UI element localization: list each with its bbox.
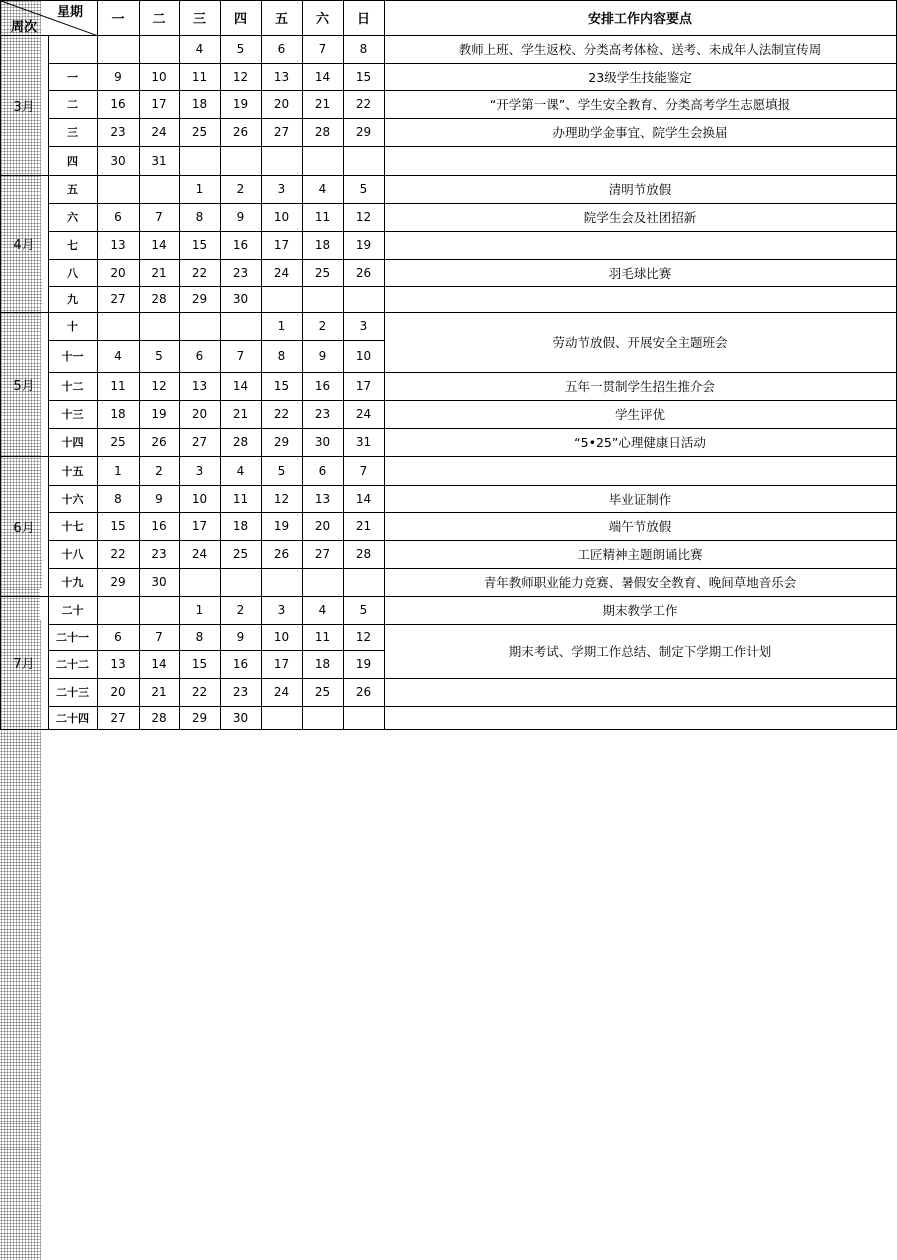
task-cell: 羽毛球比赛 [608, 265, 672, 281]
date-cell: 21 [151, 265, 167, 280]
date-cell [179, 568, 220, 596]
task-cell: 劳动节放假、开展安全主题班会 [552, 335, 728, 350]
date-cell: 31 [151, 153, 167, 168]
task-cell: 清明节放假 [608, 182, 672, 197]
date-cell: 29 [355, 125, 372, 139]
date-cell: 5 [277, 463, 286, 478]
holiday-shade [0, 846, 41, 873]
date-cell: 6 [195, 349, 204, 363]
date-cell: 21 [314, 97, 331, 111]
date-cell: 26 [151, 435, 167, 449]
date-cell: 8 [114, 491, 122, 506]
grid-line [0, 0, 1, 729]
date-cell: 6 [114, 210, 122, 224]
date-cell [220, 568, 261, 596]
grid-line [0, 0, 897, 1]
holiday-shade [0, 732, 41, 760]
date-cell: 25 [110, 435, 126, 449]
date-cell [343, 568, 384, 596]
date-cell [261, 706, 302, 729]
week-number: 十一 [61, 350, 84, 363]
date-cell: 27 [314, 547, 331, 561]
date-cell: 7 [155, 630, 163, 644]
date-cell [139, 312, 179, 340]
date-cell: 30 [151, 575, 167, 589]
task-cell: 青年教师职业能力竞赛、暑假安全教育、晚间草地音乐会 [483, 575, 797, 590]
date-cell [179, 146, 220, 175]
holiday-shade [0, 873, 41, 900]
task-cell: 毕业证制作 [608, 491, 672, 507]
date-cell: 1 [277, 319, 286, 333]
date-cell: 13 [314, 491, 331, 506]
date-cell: 18 [232, 519, 249, 533]
date-cell: 18 [191, 97, 208, 111]
date-cell: 24 [355, 407, 372, 421]
date-cell: 10 [273, 630, 290, 644]
grid-line [0, 596, 897, 597]
date-cell [97, 35, 139, 63]
date-cell: 27 [110, 292, 126, 306]
holiday-shade [0, 1176, 41, 1204]
date-cell: 7 [236, 349, 245, 363]
date-cell: 17 [355, 379, 372, 393]
holiday-shade [0, 956, 41, 984]
date-cell: 23 [151, 547, 167, 561]
grid-line [343, 0, 344, 729]
week-number: 四 [67, 154, 78, 168]
date-cell: 24 [273, 265, 290, 280]
date-cell: 12 [273, 491, 290, 506]
date-cell: 21 [355, 519, 372, 533]
date-cell: 17 [273, 238, 290, 252]
date-cell: 11 [110, 379, 126, 393]
task-cell [384, 231, 896, 259]
date-cell [97, 175, 139, 203]
date-cell: 24 [191, 547, 208, 561]
date-cell: 28 [151, 710, 167, 725]
holiday-shade [0, 1122, 41, 1148]
weekday-header: 三 [192, 12, 206, 27]
date-cell: 11 [191, 69, 208, 84]
grid-line [0, 35, 897, 36]
grid-line [48, 372, 897, 373]
date-cell: 9 [318, 349, 327, 363]
grid-line [48, 35, 49, 729]
date-cell: 19 [355, 657, 372, 671]
date-cell: 21 [151, 685, 167, 699]
date-cell [343, 146, 384, 175]
date-cell: 20 [110, 685, 126, 699]
task-cell: 23级学生技能鉴定 [588, 69, 692, 85]
holiday-shade [0, 788, 41, 817]
week-number: 十四 [61, 436, 84, 449]
grid-line [48, 90, 897, 91]
date-cell: 3 [195, 463, 204, 478]
date-cell: 17 [273, 657, 290, 671]
date-cell: 20 [273, 97, 290, 111]
grid-line [48, 340, 385, 341]
date-cell [261, 146, 302, 175]
date-cell: 22 [191, 265, 208, 280]
date-cell: 4 [318, 182, 327, 196]
grid-line [0, 729, 897, 730]
date-cell: 2 [318, 319, 327, 333]
date-cell: 22 [355, 97, 372, 111]
date-cell [343, 286, 384, 312]
date-cell: 15 [110, 519, 126, 533]
week-number: 二十三 [56, 686, 89, 699]
date-cell: 2 [155, 463, 163, 478]
date-cell: 26 [273, 547, 290, 561]
grid-line [48, 512, 897, 513]
task-cell [384, 678, 896, 706]
grid-line [48, 286, 897, 287]
date-cell: 4 [195, 42, 204, 56]
date-cell: 8 [277, 349, 286, 363]
date-cell: 23 [232, 265, 249, 280]
date-cell [261, 568, 302, 596]
corner-weekday-label: 星期 [56, 4, 83, 20]
month-label: 3月 [13, 99, 35, 115]
date-cell: 23 [232, 685, 249, 699]
week-number: 十三 [61, 408, 84, 421]
weekday-header: 五 [274, 12, 288, 27]
date-cell: 16 [314, 379, 331, 393]
week-number: 七 [67, 239, 78, 252]
date-cell: 15 [191, 238, 208, 252]
date-cell: 14 [314, 69, 331, 84]
date-cell: 13 [110, 238, 126, 252]
grid-line [0, 312, 897, 313]
date-cell [302, 568, 343, 596]
month-label: 4月 [13, 238, 35, 253]
month-label: 6月 [13, 520, 35, 536]
week-number: 十七 [61, 520, 84, 533]
date-cell: 16 [232, 238, 249, 252]
week-number: 十九 [61, 576, 84, 589]
task-cell: “5•25”心理健康日活动 [574, 435, 706, 450]
date-cell: 9 [155, 491, 163, 506]
date-cell: 30 [314, 435, 331, 449]
date-cell: 4 [236, 463, 245, 478]
date-cell: 25 [191, 125, 208, 139]
date-cell: 21 [232, 407, 249, 421]
date-cell: 10 [151, 69, 167, 84]
date-cell: 22 [273, 407, 290, 421]
date-cell [302, 286, 343, 312]
week-number: 九 [67, 293, 78, 306]
holiday-shade [0, 900, 41, 928]
date-cell [302, 146, 343, 175]
date-cell [139, 175, 179, 203]
date-cell: 28 [355, 547, 372, 561]
holiday-shade [0, 1012, 41, 1040]
date-cell: 8 [359, 42, 368, 56]
date-cell: 14 [151, 657, 167, 671]
week-number: 二十一 [56, 631, 89, 644]
date-cell: 1 [114, 463, 122, 478]
grid-line [48, 678, 897, 679]
date-cell: 7 [359, 463, 368, 478]
holiday-shade [0, 1204, 41, 1232]
date-cell: 13 [110, 657, 126, 671]
date-cell: 30 [232, 710, 249, 725]
date-cell: 14 [232, 379, 249, 393]
weekday-header: 二 [152, 12, 166, 27]
tasks-column-header: 安排工作内容要点 [587, 12, 692, 27]
date-cell: 18 [314, 657, 331, 671]
date-cell: 29 [110, 575, 126, 589]
week-number: 八 [67, 266, 78, 280]
week-number: 一 [67, 70, 78, 84]
date-cell: 3 [277, 603, 286, 617]
grid-line [48, 428, 897, 429]
date-cell: 25 [314, 685, 331, 699]
date-cell: 28 [151, 292, 167, 306]
date-cell: 19 [273, 519, 290, 533]
week-number: 十五 [61, 464, 84, 478]
holiday-shade [0, 1232, 41, 1260]
grid-line [48, 118, 897, 119]
week-number: 十二 [61, 380, 84, 393]
task-cell: 院学生会及社团招新 [583, 210, 697, 225]
grid-line [139, 0, 140, 729]
date-cell: 9 [236, 210, 245, 224]
week-number: 六 [67, 211, 78, 224]
holiday-shade [0, 1068, 41, 1096]
grid-line [48, 203, 897, 204]
grid-line [220, 0, 221, 729]
grid-line [48, 400, 897, 401]
date-cell: 23 [314, 407, 331, 421]
task-cell: 期末教学工作 [602, 603, 678, 618]
week-number: 二十四 [56, 711, 89, 725]
corner-week-label: 周次 [10, 19, 37, 35]
date-cell: 25 [314, 265, 331, 280]
date-cell: 26 [355, 265, 372, 280]
date-cell: 11 [314, 630, 331, 644]
date-cell: 6 [318, 463, 327, 478]
date-cell: 19 [355, 238, 372, 252]
holiday-shade [0, 928, 41, 956]
task-cell [384, 146, 896, 175]
date-cell: 16 [232, 657, 249, 671]
date-cell: 28 [314, 125, 331, 139]
date-cell: 13 [191, 379, 208, 393]
date-cell: 29 [273, 435, 290, 449]
date-cell: 22 [191, 685, 208, 699]
grid-line [48, 231, 897, 232]
weekday-header: 四 [233, 12, 247, 27]
date-cell: 4 [318, 603, 327, 617]
grid-line [48, 146, 897, 147]
date-cell: 24 [273, 685, 290, 699]
date-cell: 5 [155, 349, 163, 363]
date-cell: 31 [355, 435, 372, 449]
holiday-shade [0, 1096, 41, 1122]
date-cell [139, 35, 179, 63]
month-label: 5月 [13, 378, 35, 394]
date-cell: 16 [151, 519, 167, 533]
date-cell: 9 [114, 69, 122, 84]
date-cell: 10 [273, 210, 290, 224]
date-cell: 23 [110, 125, 126, 139]
date-cell: 26 [232, 125, 249, 139]
week-number: 二十 [61, 604, 84, 617]
grid-line [0, 456, 897, 457]
date-cell: 11 [232, 491, 249, 506]
holiday-shade [0, 817, 41, 846]
date-cell: 14 [151, 238, 167, 252]
task-cell: 期末考试、学期工作总结、制定下学期工作计划 [508, 644, 772, 659]
date-cell: 27 [273, 125, 290, 139]
date-cell: 28 [232, 435, 249, 449]
week-number: 十 [67, 320, 78, 333]
date-cell: 9 [236, 630, 245, 644]
date-cell: 24 [151, 125, 167, 139]
grid-line [97, 0, 98, 729]
task-cell: 工匠精神主题朗诵比赛 [577, 547, 703, 562]
date-cell: 3 [277, 182, 286, 196]
date-cell: 11 [314, 210, 331, 224]
date-cell [97, 312, 139, 340]
date-cell: 14 [355, 491, 372, 506]
grid-line [48, 624, 897, 625]
task-cell: 教师上班、学生返校、分类高考体检、送考、未成年人法制宣传周 [458, 42, 822, 57]
date-cell: 27 [191, 435, 208, 449]
week-number [48, 35, 97, 63]
grid-line [48, 568, 897, 569]
date-cell: 30 [232, 292, 249, 306]
grid-line [48, 485, 897, 486]
task-cell: 办理助学金事宜、院学生会换届 [552, 125, 728, 140]
date-cell: 25 [232, 547, 249, 561]
date-cell: 18 [314, 238, 331, 252]
date-cell: 16 [110, 97, 126, 111]
date-cell [261, 286, 302, 312]
date-cell: 7 [318, 42, 327, 56]
date-cell: 19 [151, 407, 167, 421]
date-cell [343, 706, 384, 729]
date-cell: 17 [151, 97, 167, 111]
date-cell [220, 146, 261, 175]
week-number: 五 [67, 183, 78, 196]
date-cell: 8 [195, 210, 204, 224]
date-cell: 13 [273, 69, 290, 84]
holiday-shade [0, 1148, 41, 1176]
date-cell: 6 [277, 42, 286, 56]
grid-line [261, 0, 262, 729]
week-number: 十八 [61, 548, 84, 561]
date-cell: 29 [191, 292, 208, 306]
date-cell: 20 [191, 407, 208, 421]
date-cell [179, 312, 220, 340]
grid-line [48, 63, 897, 64]
grid-line [302, 0, 303, 729]
month-label: 7月 [13, 657, 35, 672]
holiday-shade [0, 984, 41, 1012]
date-cell: 1 [195, 182, 204, 196]
date-cell: 3 [359, 319, 368, 333]
weekday-header: 一 [111, 12, 125, 27]
grid-line [48, 259, 897, 260]
week-number: 三 [67, 126, 78, 139]
date-cell: 5 [359, 603, 368, 617]
task-cell: “开学第一课”、学生安全教育、分类高考学生志愿填报 [489, 97, 791, 112]
date-cell: 18 [110, 407, 126, 421]
date-cell: 10 [355, 349, 372, 363]
date-cell: 26 [355, 685, 372, 699]
task-cell: 学生评优 [614, 407, 665, 422]
week-number: 二 [67, 98, 78, 111]
date-cell: 12 [151, 379, 167, 393]
date-cell: 29 [191, 710, 208, 725]
grid-line [179, 0, 180, 729]
date-cell [139, 596, 179, 624]
week-number: 十六 [61, 492, 84, 506]
date-cell: 27 [110, 710, 126, 725]
date-cell: 20 [110, 265, 126, 280]
holiday-shade [0, 760, 41, 788]
date-cell: 20 [314, 519, 331, 533]
weekday-header: 日 [356, 12, 370, 27]
date-cell: 12 [355, 630, 372, 644]
date-cell: 7 [155, 210, 163, 224]
date-cell: 30 [110, 153, 126, 168]
weekday-header: 六 [315, 12, 329, 27]
date-cell: 10 [191, 491, 208, 506]
date-cell: 22 [110, 547, 126, 561]
task-cell: 五年一贯制学生招生推介会 [564, 379, 715, 394]
date-cell: 5 [236, 42, 245, 56]
grid-line [0, 175, 897, 176]
date-cell: 2 [236, 603, 245, 617]
date-cell [97, 596, 139, 624]
date-cell: 15 [191, 657, 208, 671]
date-cell: 12 [232, 69, 249, 84]
task-cell [384, 456, 896, 485]
date-cell: 6 [114, 630, 122, 644]
date-cell: 2 [236, 182, 245, 196]
date-cell: 15 [355, 69, 372, 84]
grid-line [48, 540, 897, 541]
grid-line [384, 0, 385, 729]
date-cell [220, 312, 261, 340]
date-cell: 17 [191, 519, 208, 533]
date-cell: 8 [195, 630, 204, 644]
grid-line [48, 706, 897, 707]
task-cell [384, 706, 896, 729]
task-cell [384, 286, 896, 312]
grid-line [48, 650, 385, 651]
date-cell: 5 [359, 182, 368, 196]
date-cell: 1 [195, 603, 204, 617]
holiday-shade [0, 1040, 41, 1068]
week-number: 二十二 [56, 658, 89, 671]
task-cell: 端午节放假 [608, 519, 672, 534]
date-cell [302, 706, 343, 729]
date-cell: 15 [273, 379, 290, 393]
date-cell: 4 [114, 349, 122, 363]
date-cell: 12 [355, 210, 372, 224]
date-cell: 19 [232, 97, 249, 111]
